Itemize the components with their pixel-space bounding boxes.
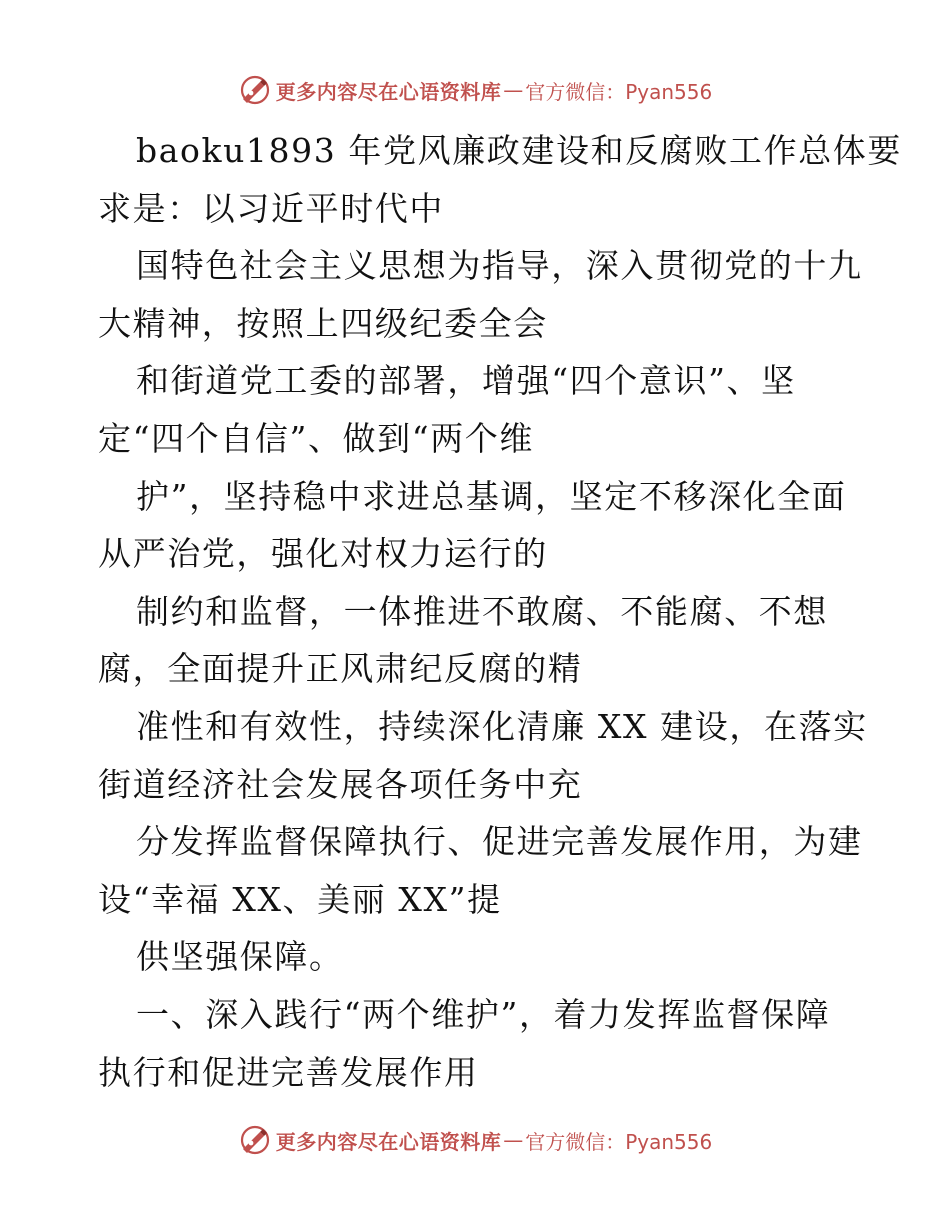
paragraph-line: 街道经济社会发展各项任务中充 <box>98 764 583 804</box>
section-heading-line: 一、深入践行“两个维护”，着力发挥监督保障 <box>136 994 831 1034</box>
paragraph-line: 设“幸福 XX、美丽 XX”提 <box>98 879 502 919</box>
banner-contact: 官方微信：Pyan556 <box>525 1129 713 1154</box>
header-banner <box>0 70 950 110</box>
paragraph-line: 供坚强保障。 <box>136 937 344 977</box>
banner-dash: — <box>503 78 524 102</box>
banner-text: 更多内容尽在心语资料库 <box>275 1129 502 1154</box>
paragraph-line: 求是：以习近平时代中 <box>98 188 444 228</box>
pen-seal-logo-icon <box>238 73 272 107</box>
paragraph-line: 护”，坚持稳中求进总基调，坚定不移深化全面 <box>136 476 847 516</box>
document-body <box>98 122 902 1101</box>
footer-banner <box>0 1120 950 1160</box>
paragraph-line: 大精神，按照上四级纪委全会 <box>98 303 548 343</box>
pen-seal-logo-icon <box>238 1123 272 1157</box>
paragraph-line: baoku1893 年党风廉政建设和反腐败工作总体要 <box>136 131 902 170</box>
paragraph-line: 从严治党，强化对权力运行的 <box>98 534 548 574</box>
banner-text: 更多内容尽在心语资料库 <box>275 79 502 104</box>
paragraph-line: 制约和监督，一体推进不敢腐、不能腐、不想 <box>136 591 828 631</box>
paragraph-line: 和街道党工委的部署，增强“四个意识”、坚 <box>136 361 796 401</box>
section-heading-line: 执行和促进完善发展作用 <box>98 1052 479 1092</box>
paragraph-line: 腐，全面提升正风肃纪反腐的精 <box>98 649 583 689</box>
banner-contact: 官方微信：Pyan556 <box>525 79 713 104</box>
banner-dash: — <box>503 1128 524 1152</box>
paragraph-line: 分发挥监督保障执行、促进完善发展作用，为建 <box>136 822 863 862</box>
paragraph-line: 准性和有效性，持续深化清廉 XX 建设，在落实 <box>136 706 868 746</box>
paragraph-line: 定“四个自信”、做到“两个维 <box>98 418 535 458</box>
paragraph-line: 国特色社会主义思想为指导，深入贯彻党的十九 <box>136 246 863 286</box>
